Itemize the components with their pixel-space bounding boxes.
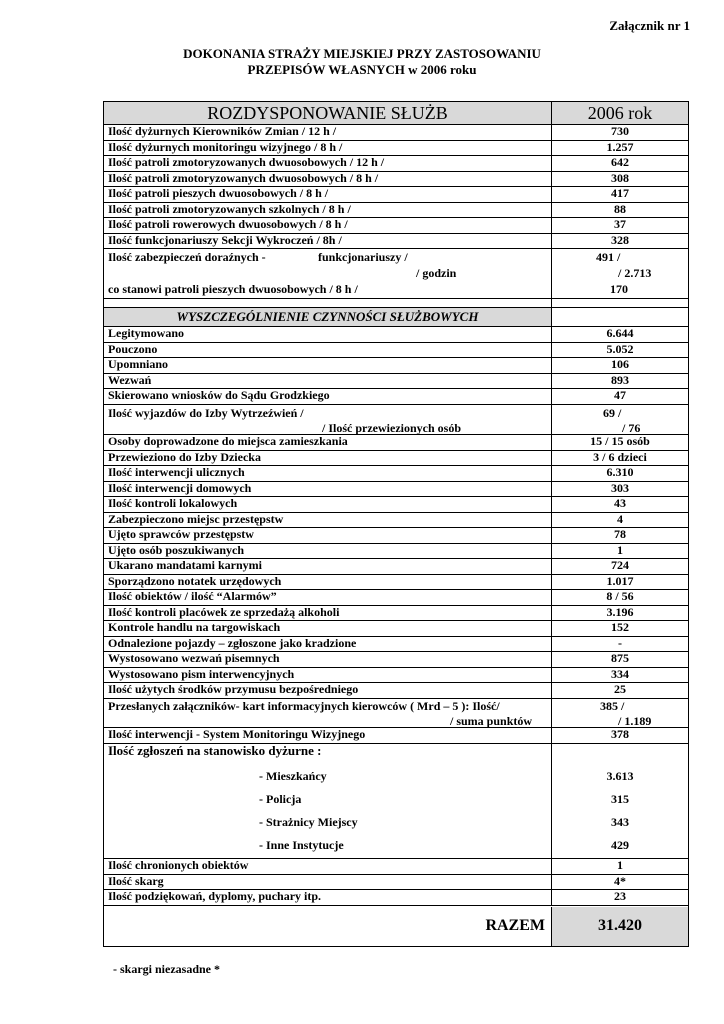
table-row (104, 528, 688, 544)
title-line-1: DOKONANIA STRAŻY MIEJSKIEJ PRZY ZASTOSOWANIU (183, 46, 541, 61)
table-row (104, 575, 688, 591)
zgloszenia-item-value: 429 (611, 838, 629, 852)
row-label: Ujęto osób poszukiwanych (104, 544, 552, 559)
table-row (104, 590, 688, 606)
row-label: Osoby doprowadzone do miejsca zamieszkania (104, 435, 552, 450)
statistics-table (103, 101, 689, 947)
table-row-monitoring (104, 728, 688, 744)
row-label: Kontrole handlu na targowiskach (104, 621, 552, 636)
table-row (104, 435, 688, 451)
row-value: 724 (611, 558, 629, 572)
wytrzezwien-label-a: Ilość wyjazdów do Izby Wytrzeźwień / (108, 406, 304, 420)
table-row (104, 374, 688, 390)
row-value: 3.196 (606, 604, 634, 619)
row-label: Skierowano wniosków do Sądu Grodzkiego (104, 389, 552, 404)
zabezpieczen-value-b: / 2.713 (618, 266, 652, 280)
row-value (552, 405, 688, 434)
table-row (104, 234, 688, 250)
row-value: 1.257 (606, 139, 634, 154)
row-value: 88 (614, 201, 626, 216)
mrd-label-b: / suma punktów (450, 714, 533, 728)
row-label: Ilość funkcjonariuszy Sekcji Wykroczeń / 8h / (104, 234, 552, 249)
row-label: Ilość interwencji ulicznych (104, 466, 552, 481)
row-label: Wezwań (104, 374, 552, 389)
row-label (104, 249, 552, 298)
zgloszenia-item-value: 315 (611, 792, 629, 806)
table-row (104, 343, 688, 359)
header-right: 2006 rok (587, 103, 653, 123)
wytrzezwien-label-b: / Ilość przewiezionych osób (322, 421, 461, 435)
row-value: 893 (611, 372, 629, 387)
mrd-value-a: 385 / (600, 699, 625, 713)
zgloszenia-item-label: - Policja (259, 792, 302, 806)
table-row (104, 683, 688, 699)
zgloszenia-label: Ilość zgłoszeń na stanowisko dyżurne : (108, 743, 322, 758)
row-label: Sporządzono notatek urzędowych (104, 575, 552, 590)
table-row (104, 141, 688, 157)
stanowi-label: co stanowi patroli pieszych dwuosobowych / 8 h / (108, 282, 358, 296)
table-row (104, 482, 688, 498)
total-label: RAZEM (104, 907, 552, 946)
row-value: 328 (611, 232, 629, 247)
table-row-zabezpieczen (104, 249, 688, 299)
table-row (104, 203, 688, 219)
spacer-row (104, 299, 688, 308)
zabezpieczen-label-c: / godzin (416, 266, 457, 280)
row-value: 15 / 15 osób (590, 434, 650, 448)
row-label: Ilość patroli zmotoryzowanych szkolnych / 8 h / (104, 203, 552, 218)
table-row (104, 358, 688, 374)
table-row (104, 218, 688, 234)
row-label: Upomniano (104, 358, 552, 373)
zgloszenia-item-value: 3.613 (606, 769, 634, 783)
row-value: - (618, 635, 622, 650)
zabezpieczen-label-b: funkcjonariuszy / (318, 250, 408, 264)
table-row-total (104, 907, 688, 946)
row-value: 4 (617, 511, 623, 526)
row-value (552, 249, 688, 298)
zgloszenia-item-label: - Inne Instytucje (259, 838, 344, 852)
stanowi-value: 170 (610, 282, 628, 296)
table-row (104, 637, 688, 653)
row-label: Ilość kontroli lokalowych (104, 497, 552, 512)
row-label: Ilość interwencji domowych (104, 482, 552, 497)
table-row (104, 497, 688, 513)
row-label: Ilość obiektów / ilość “Alarmów” (104, 590, 552, 605)
row-value: 642 (611, 155, 629, 169)
row-value: 6.310 (606, 465, 634, 479)
row-label: Wystosowano pism interwencyjnych (104, 668, 552, 683)
zgloszenia-item-value: 343 (611, 815, 629, 829)
section-2-title-value (552, 308, 688, 326)
table-row (104, 389, 688, 405)
row-value: 378 (611, 727, 629, 741)
wytrzezwien-value-a: 69 / (603, 406, 622, 420)
zabezpieczen-label-a: Ilość zabezpieczeń doraźnych - (108, 250, 266, 264)
mrd-label-a: Przesłanych załączników- kart informacyjnych kierowców ( Mrd – 5 ): Ilość/ (108, 699, 500, 713)
section-2-title-row (104, 308, 688, 327)
row-value: 25 (614, 682, 626, 696)
row-label: Ilość podziękowań, dyplomy, puchary itp. (104, 890, 552, 905)
table-row (104, 172, 688, 188)
header-left: ROZDYSPONOWANIE SŁUŻB (104, 102, 552, 124)
row-label: Odnalezione pojazdy – zgłoszone jako kradzione (104, 637, 552, 652)
table-row (104, 327, 688, 343)
table-row (104, 890, 688, 906)
attachment-label: Załącznik nr 1 (609, 18, 690, 33)
row-label: Ilość patroli zmotoryzowanych dwuosobowych / 12 h / (104, 156, 552, 171)
wytrzezwien-value-b: / 76 (622, 421, 641, 435)
zabezpieczen-value-a: 491 / (596, 250, 621, 264)
row-label: Ilość dyżurnych Kierowników Zmian / 12 h / (104, 125, 552, 140)
row-label: Ilość użytych środków przymusu bezpośredniego (104, 683, 552, 698)
row-label: Legitymowano (104, 327, 552, 342)
row-value: 152 (611, 620, 629, 634)
table-row (104, 451, 688, 467)
row-value: 3 / 6 dzieci (593, 449, 647, 464)
row-value: 417 (611, 186, 629, 200)
footnote: - skargi niezasadne * (113, 962, 221, 976)
row-value: 43 (614, 496, 626, 510)
row-label: Ukarano mandatami karnymi (104, 559, 552, 574)
row-label (104, 698, 552, 727)
row-value: 303 (611, 480, 629, 495)
row-label: Ilość chronionych obiektów (104, 859, 552, 874)
zgloszenia-item-label: - Mieszkańcy (259, 769, 327, 783)
row-value: 1.017 (606, 573, 634, 588)
table-row-wytrzezwien (104, 405, 688, 435)
row-value: 4* (614, 873, 626, 888)
document-title (0, 46, 724, 78)
row-value (552, 698, 688, 727)
section-2-title: WYSZCZEGÓLNIENIE CZYNNOŚCI SŁUŻBOWYCH (104, 308, 552, 326)
table-row (104, 544, 688, 560)
row-value: 23 (614, 889, 626, 903)
row-value: 5.052 (606, 341, 634, 356)
table-row-zgloszenia (104, 744, 688, 859)
row-value (552, 744, 688, 858)
table-row (104, 652, 688, 668)
row-label: Przewieziono do Izby Dziecka (104, 451, 552, 466)
row-label: Ilość patroli rowerowych dwuosobowych / 8 h / (104, 218, 552, 233)
table-row (104, 187, 688, 203)
table-row-mrd (104, 698, 688, 728)
row-label: Ujęto sprawców przestępstw (104, 528, 552, 543)
table-row (104, 621, 688, 637)
zgloszenia-item-label: - Strażnicy Miejscy (259, 815, 358, 829)
table-row (104, 606, 688, 622)
row-label: Ilość dyżurnych monitoringu wizyjnego / 8 h / (104, 141, 552, 156)
row-label: Ilość interwencji - System Monitoringu Wizyjnego (104, 728, 552, 743)
row-label: Ilość patroli pieszych dwuosobowych / 8 h / (104, 187, 552, 202)
row-value: 47 (614, 388, 626, 402)
row-value: 334 (611, 666, 629, 681)
title-line-2: PRZEPISÓW WŁASNYCH w 2006 roku (247, 62, 477, 77)
table-row (104, 513, 688, 529)
row-label (104, 405, 552, 434)
row-value: 730 (611, 124, 629, 138)
row-label: Ilość skarg (104, 875, 552, 890)
table-row (104, 156, 688, 172)
mrd-value-b: / 1.189 (618, 714, 652, 728)
table-row (104, 875, 688, 891)
table-row (104, 466, 688, 482)
table-row (104, 668, 688, 684)
row-label: Zabezpieczono miejsc przestępstw (104, 513, 552, 528)
row-label (104, 744, 552, 858)
total-value: 31.420 (552, 907, 688, 946)
row-label: Ilość patroli zmotoryzowanych dwuosobowych / 8 h / (104, 172, 552, 187)
row-value: 78 (614, 527, 626, 541)
row-value: 1 (617, 858, 623, 872)
row-label: Ilość kontroli placówek ze sprzedażą alkoholi (104, 606, 552, 621)
row-value: 8 / 56 (606, 589, 634, 603)
row-value: 6.644 (606, 326, 634, 340)
row-value: 875 (611, 651, 629, 665)
table-row (104, 125, 688, 141)
table-row (104, 859, 688, 875)
table-header-row (104, 102, 688, 125)
row-value: 106 (611, 357, 629, 371)
spacer-left (104, 299, 552, 307)
row-value: 308 (611, 170, 629, 185)
row-label: Wystosowano wezwań pisemnych (104, 652, 552, 667)
row-value: 1 (617, 542, 623, 557)
table-row (104, 559, 688, 575)
row-label: Pouczono (104, 343, 552, 358)
row-value: 37 (614, 217, 626, 231)
